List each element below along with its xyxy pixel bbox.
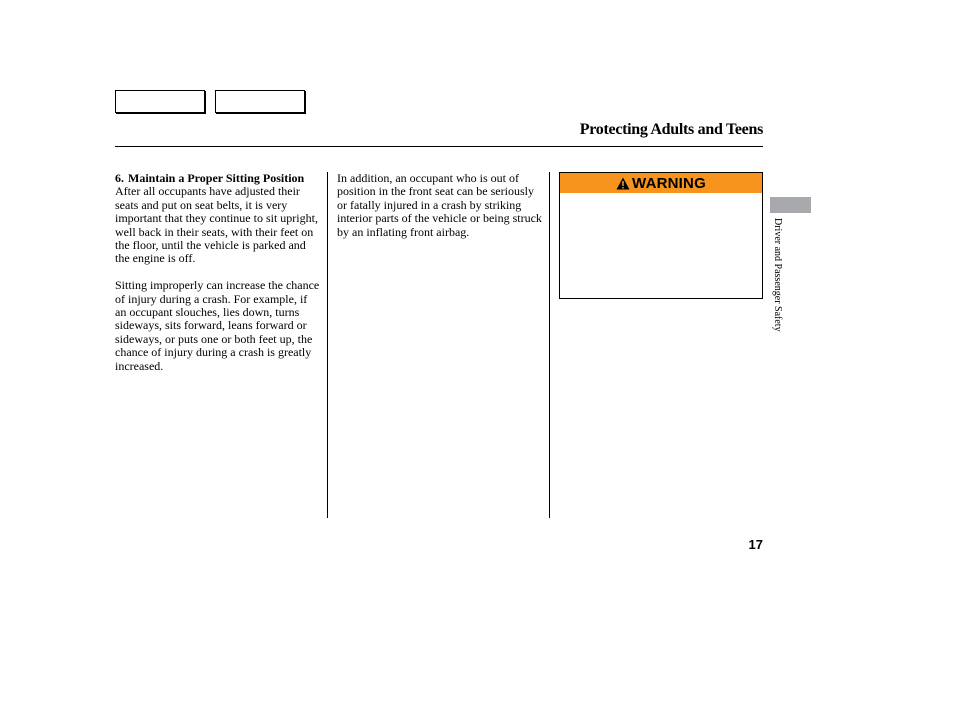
- nav-button-2[interactable]: [215, 90, 305, 113]
- page-title: Protecting Adults and Teens: [579, 121, 763, 138]
- column-divider-2: [549, 172, 550, 518]
- heading-text: Maintain a Proper Sitting Position: [128, 171, 305, 185]
- chapter-tab[interactable]: [770, 197, 811, 213]
- section-heading: [115, 172, 320, 185]
- heading-number: 6.: [115, 171, 124, 185]
- page-number: 17: [748, 537, 763, 552]
- nav-button-1[interactable]: [115, 90, 205, 113]
- paragraph: In addition, an occupant who is out of position in the front seat can be seriously or fatally injured in a crash by striking interior parts of the vehicle or being struck by an inflating front airbag.: [337, 171, 542, 239]
- text-column-2: [337, 172, 543, 252]
- paragraph: Sitting improperly can increase the chance of injury during a crash. For example, if an occupant slouches, lies down, turns sideways, sits forward, leans forward or sideways, or puts one or both feet up, the chance of injury during a crash is greatly increased.: [115, 278, 320, 373]
- warning-box: [559, 172, 763, 299]
- warning-header: [560, 173, 762, 193]
- text-column-1: [115, 172, 320, 386]
- warning-label: WARNING: [632, 174, 706, 192]
- warning-triangle-icon: [616, 177, 630, 190]
- title-divider: [115, 146, 763, 147]
- chapter-tab-label: Driver and Passenger Safety: [772, 218, 783, 332]
- column-divider-1: [327, 172, 328, 518]
- paragraph: After all occupants have adjusted their seats and put on seat belts, it is very important that they continue to sit upright, well back in their seats, with their feet on the floor, until the vehicle is parked and the engine is off.: [115, 184, 318, 266]
